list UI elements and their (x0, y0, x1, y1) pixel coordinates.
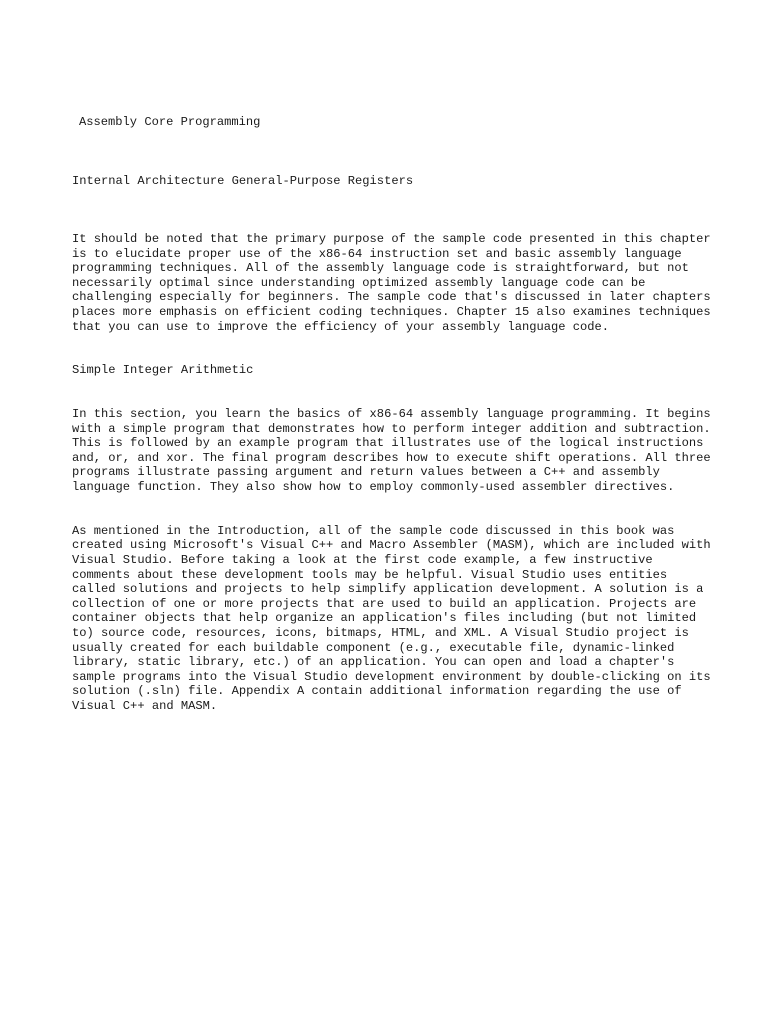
section-heading: Simple Integer Arithmetic (72, 363, 254, 378)
document-title: Assembly Core Programming (79, 115, 261, 130)
paragraph-arithmetic: In this section, you learn the basics of x86-64 assembly language programming. It begins with a simple program that demonstrates how to perform integer addition and subtraction. This is followed by an example program that illustrates use of the logical instructions and, or, and xor. The final program describes how to execute shift operations. All three programs illustrate passing argument and return values between a C++ and assembly language function. They also show how to employ commonly-used assembler directives. (72, 407, 718, 495)
paragraph-intro: It should be noted that the primary purpose of the sample code presented in this chapter is to elucidate proper use of the x86-64 instruction set and basic assembly language programming techniques. All of the assembly language code is straightforward, but not necessarily optimal since understanding optimized assembly language code can be challenging especially for beginners. The sample code that's discussed in later chapters places more emphasis on efficient coding techniques. Chapter 15 also examines techniques that you can use to improve the efficiency of your assembly language code. (72, 231, 718, 334)
document-subtitle: Internal Architecture General-Purpose Registers (72, 173, 414, 188)
paragraph-tools: As mentioned in the Introduction, all of the sample code discussed in this book was created using Microsoft's Visual C++ and Macro Assembler (MASM), which are included with Visual Studio. Before taking a look at the first code example, a few instructive comments about these development tools may be helpful. Visual Studio uses entities called solutions and projects to help simplify application development. A solution is a collection of one or more projects that are used to build an application. Projects are container objects that help organize an application's files including (but not limited to) source code, resources, icons, bitmaps, HTML, and XML. A Visual Studio project is usually created for each buildable component (e.g., executable file, dynamic-linked library, static library, etc.) of an application. You can open and load a chapter's sample programs into the Visual Studio development environment by double-clicking on its solution (.sln) file. Appendix A contain additional information regarding the use of Visual C++ and MASM. (72, 523, 718, 713)
document-page (72, 86, 718, 728)
